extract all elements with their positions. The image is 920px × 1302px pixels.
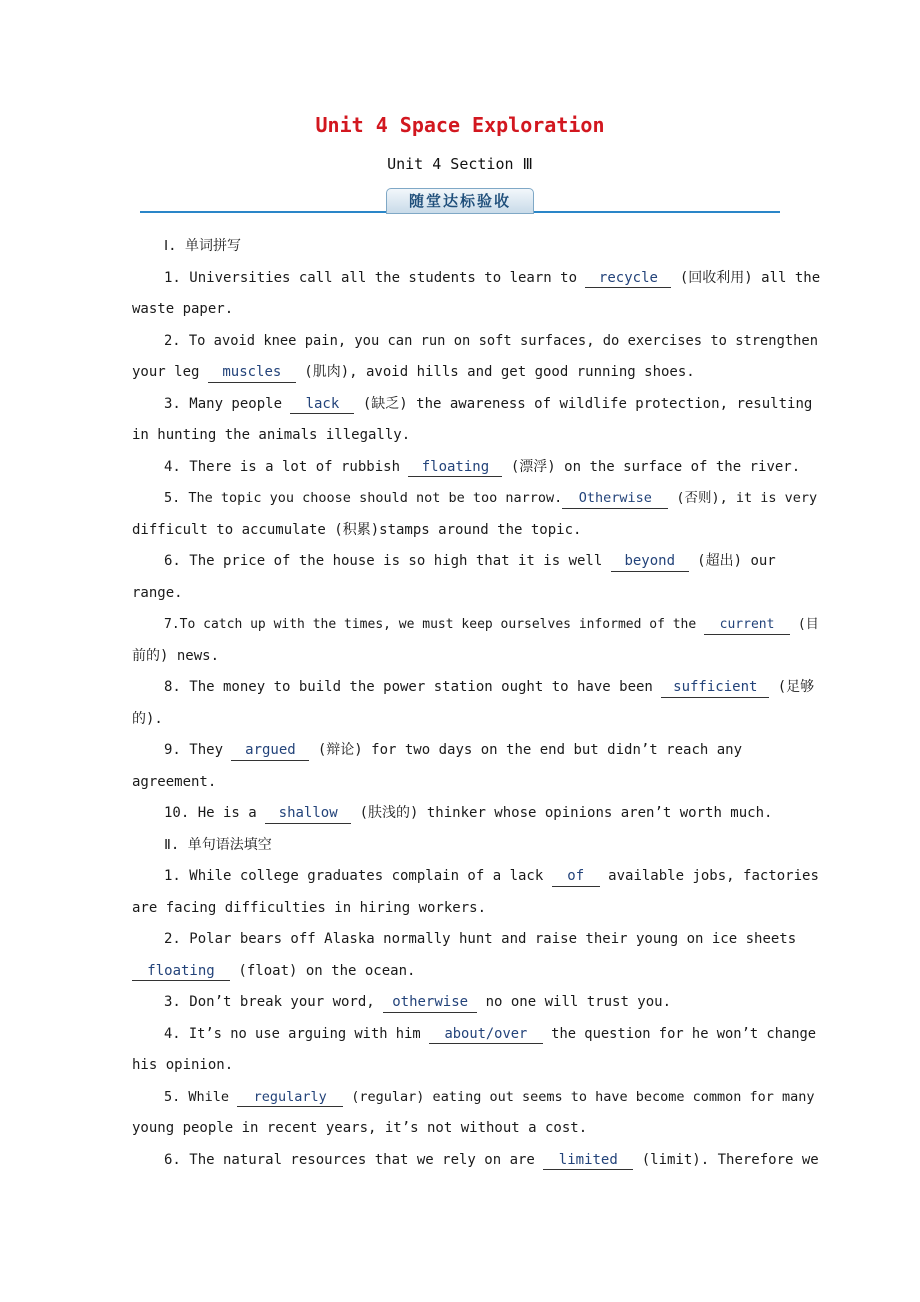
question-text: (辩论) for two days on the end but didn’t reach any: [309, 742, 743, 758]
answer-text: regularly: [253, 1088, 327, 1105]
question-text: (缺乏) the awareness of wildlife protection, resulting: [354, 395, 813, 412]
question-text: (否则), it is very: [668, 490, 818, 506]
answer-blank: [611, 546, 689, 578]
question-text: 5. The topic you choose should not be too narrow.: [164, 490, 563, 506]
question-text: no one will trust you.: [477, 994, 672, 1010]
answer-blank: [383, 987, 477, 1019]
answer-blank: [585, 263, 671, 295]
question-line: [132, 357, 822, 389]
question-text: waste paper.: [132, 301, 234, 317]
answer-blank: [562, 483, 668, 515]
answer-blank: [408, 452, 502, 484]
question-text: 2. To avoid knee pain, you can run on soft surfaces, do exercises to strengthen: [164, 332, 818, 349]
question-line: [132, 546, 822, 578]
answer-blank: [231, 735, 309, 767]
question-line: [132, 326, 822, 358]
question-text: 1. While college graduates complain of a lack: [164, 868, 552, 884]
page-subtitle: Unit 4 Section Ⅲ: [387, 155, 533, 173]
question-text: 8. The money to build the power station ought to have been: [164, 679, 662, 695]
question-text: 10. He is a: [164, 805, 266, 821]
question-line: [132, 987, 822, 1019]
answer-text: lack: [305, 395, 340, 412]
question-line: [132, 1113, 822, 1145]
question-line: [132, 1145, 822, 1177]
question-line: [132, 578, 822, 610]
question-line: [132, 294, 822, 326]
question-text: 4. It’s no use arguing with him: [164, 1025, 429, 1042]
question-text: (肤浅的) thinker whose opinions aren’t worth much.: [351, 805, 773, 821]
question-line: [132, 263, 822, 295]
answer-blank: [543, 1145, 633, 1177]
question-text: (超出) our: [688, 553, 776, 569]
question-line: [132, 767, 822, 799]
question-text: are facing difficulties in hiring workers.: [132, 899, 487, 916]
question-text: (float) on the ocean.: [230, 962, 416, 979]
question-line: [132, 956, 822, 988]
answer-text: muscles: [222, 364, 282, 380]
page-title: Unit 4 Space Exploration: [315, 113, 605, 137]
question-line: [132, 609, 822, 641]
question-text: 的).: [132, 710, 163, 727]
answer-text: about/over: [444, 1025, 528, 1042]
question-line: [132, 798, 822, 830]
answer-blank: [208, 357, 296, 389]
question-text: young people in recent years, it’s not without a cost.: [132, 1120, 588, 1136]
question-line: [132, 1082, 822, 1114]
question-line: [132, 672, 822, 704]
question-text: 2. Polar bears off Alaska normally hunt and raise their young on ice sheets: [164, 931, 797, 947]
answer-text: shallow: [278, 805, 338, 821]
question-text: agreement.: [132, 773, 217, 790]
answer-text: floating: [421, 458, 490, 475]
question-text: available jobs, factories: [599, 868, 819, 884]
question-text: 3. Many people: [164, 395, 291, 412]
answer-text: Otherwise: [578, 490, 652, 506]
question-text: range.: [132, 584, 183, 601]
answer-text: beyond: [624, 553, 676, 569]
answer-text: limited: [558, 1151, 618, 1168]
question-line: [132, 389, 822, 421]
answer-blank: [429, 1019, 543, 1051]
answer-text: argued: [245, 742, 296, 758]
question-line: [132, 861, 822, 893]
question-line: [132, 704, 822, 736]
answer-blank: [661, 672, 769, 704]
answer-text: of: [567, 868, 585, 884]
question-line: [132, 641, 822, 673]
exercise-content: [132, 231, 822, 1176]
question-line: [132, 893, 822, 925]
question-line: [132, 735, 822, 767]
question-text: (肌肉), avoid hills and get good running shoes.: [295, 364, 695, 380]
question-text: difficult to accumulate (积累)stamps around the topic.: [132, 521, 582, 538]
question-line: [132, 420, 822, 452]
question-text: (足够: [769, 679, 815, 695]
question-line: [132, 924, 822, 956]
question-text: 4. There is a lot of rubbish: [164, 458, 409, 475]
answer-text: sufficient: [673, 679, 758, 695]
question-text: (regular) eating out seems to have become common for many: [343, 1088, 815, 1105]
question-line: [132, 1050, 822, 1082]
answer-blank: [265, 798, 351, 830]
section-heading: Ⅱ. 单句语法填空: [164, 836, 272, 853]
question-line: [132, 515, 822, 547]
question-text: in hunting the animals illegally.: [132, 427, 411, 443]
question-text: 前的) news.: [132, 647, 220, 664]
answer-blank: [132, 956, 230, 988]
question-text: (limit). Therefore we: [633, 1151, 819, 1168]
question-text: 3. Don’t break your word,: [164, 994, 384, 1010]
question-text: the question for he won’t change: [542, 1025, 817, 1042]
question-line: [132, 1019, 822, 1051]
section-banner: 随堂达标验收: [386, 188, 534, 214]
question-text: his opinion.: [132, 1057, 234, 1073]
question-text: your leg: [132, 364, 208, 380]
answer-blank: [552, 861, 600, 893]
question-text: 6. The natural resources that we rely on are: [164, 1151, 544, 1168]
answer-text: otherwise: [392, 994, 469, 1010]
question-text: 1. Universities call all the students to learn to: [164, 269, 586, 286]
question-text: 5. While: [164, 1088, 238, 1105]
question-text: 9. They: [164, 742, 232, 758]
question-line: [132, 483, 822, 515]
question-line: [132, 452, 822, 484]
answer-text: floating: [147, 962, 215, 979]
answer-blank: [290, 389, 354, 421]
answer-blank: [237, 1082, 343, 1114]
question-text: (漂浮) on the surface of the river.: [502, 458, 801, 475]
question-text: (回收利用) all the: [671, 269, 821, 286]
question-text: 6. The price of the house is so high that it is well: [164, 553, 611, 569]
section-heading: Ⅰ. 单词拼写: [164, 238, 241, 254]
answer-text: recycle: [598, 269, 658, 286]
question-text: 7.To catch up with the times, we must keep ourselves informed of the: [164, 617, 705, 632]
question-text: (目: [790, 617, 819, 632]
answer-blank: [704, 609, 790, 641]
answer-text: current: [719, 617, 775, 632]
